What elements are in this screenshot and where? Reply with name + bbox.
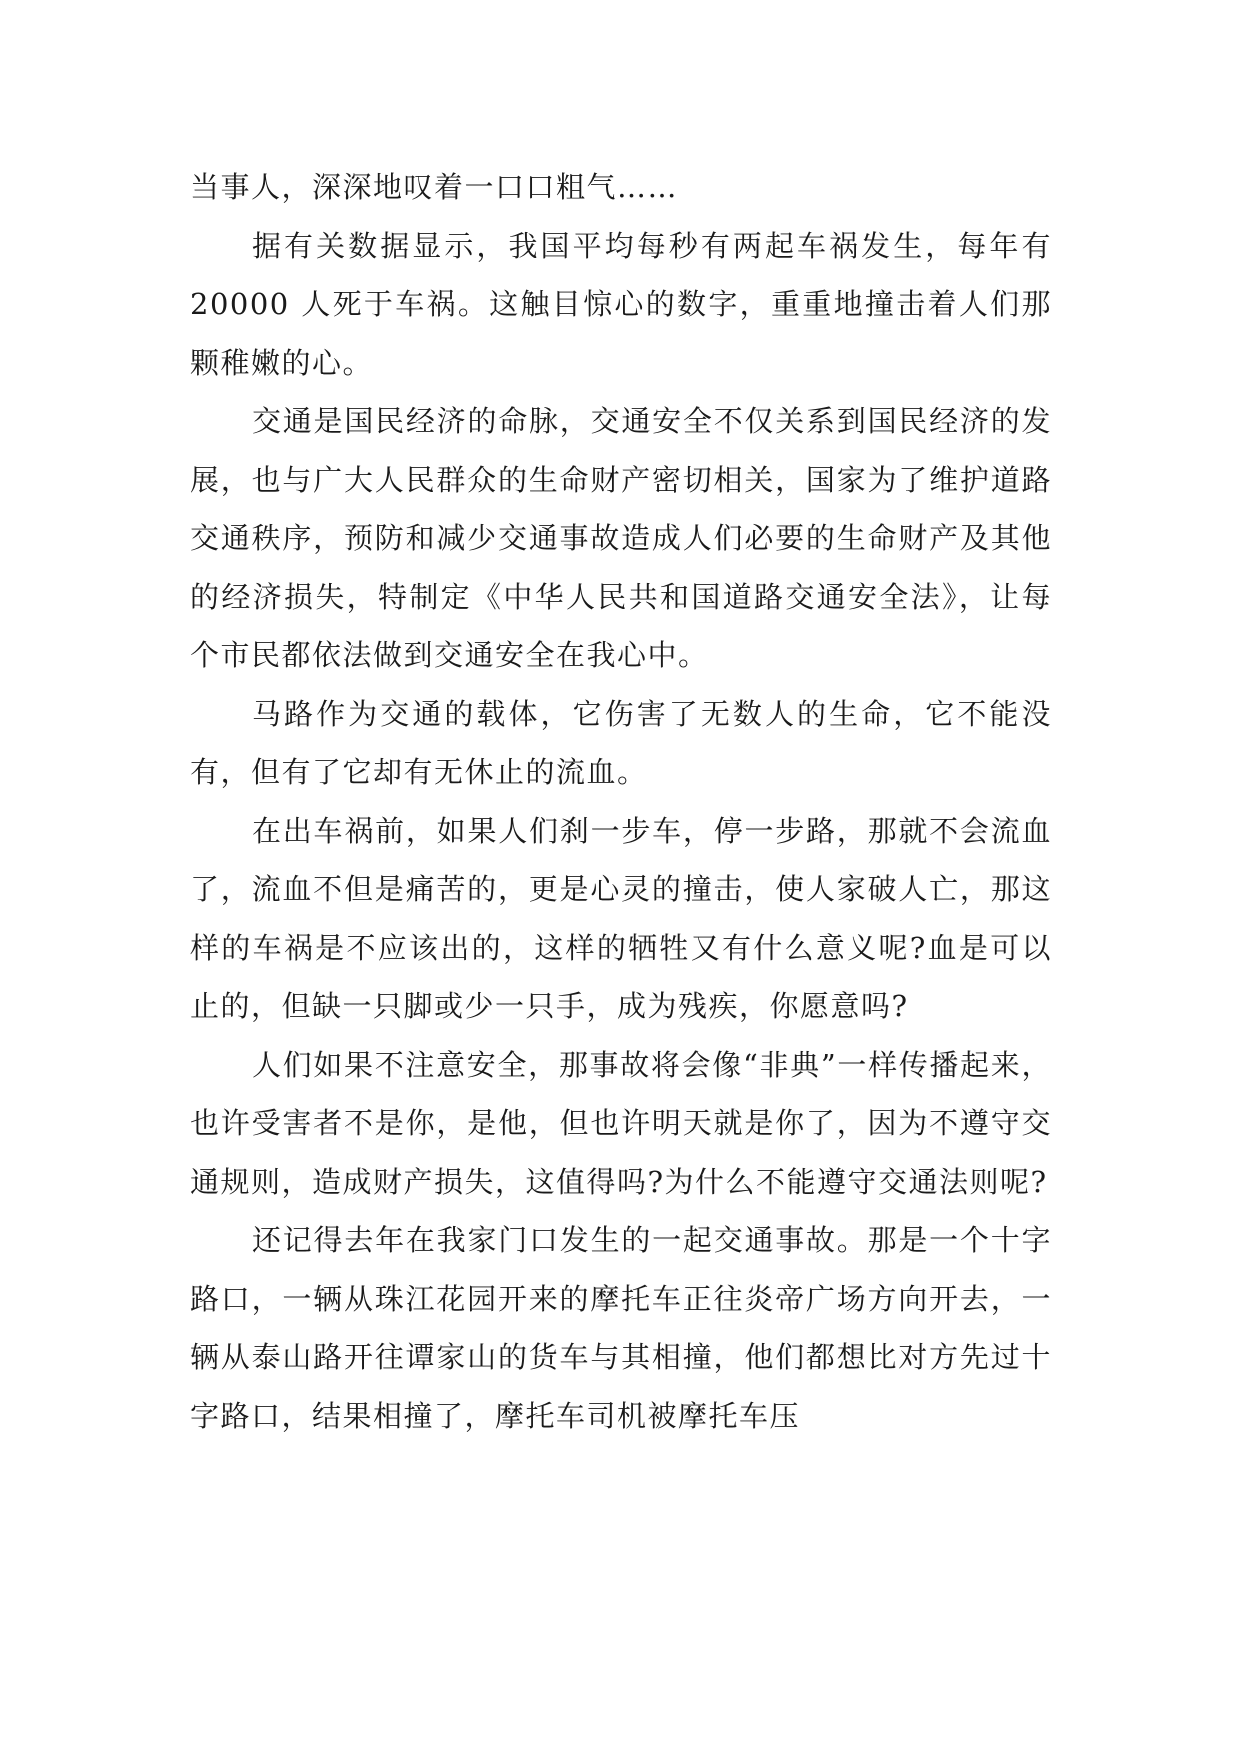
paragraph-1: 当事人，深深地叹着一口口粗气……	[190, 170, 679, 204]
paragraph-7: 还记得去年在我家门口发生的一起交通事故。那是一个十字路口，一辆从珠江花园开来的摩托车正往炎帝广场方向开去，一辆从泰山路开往谭家山的货车与其相撞，他们都想比对方先过十字路口，结果相撞了，摩托车司机被摩托车压	[190, 1223, 1052, 1433]
paragraph-2: 据有关数据显示，我国平均每秒有两起车祸发生，每年有 20000 人死于车祸。这触目惊心的数字，重重地撞击着人们那颗稚嫩的心。	[190, 228, 1052, 380]
paragraph-4: 马路作为交通的载体，它伤害了无数人的生命，它不能没有，但有了它却有无休止的流血。	[190, 696, 1052, 789]
paragraph-6: 人们如果不注意安全，那事故将会像“非典”一样传播起来，也许受害者不是你，是他，但也许明天就是你了，因为不遵守交通规则，造成财产损失，这值得吗?为什么不能遵守交通法则呢?	[190, 1047, 1052, 1199]
paragraph-3: 交通是国民经济的命脉，交通安全不仅关系到国民经济的发展，也与广大人民群众的生命财产密切相关，国家为了维护道路交通秩序，预防和减少交通事故造成人们必要的生命财产及其他的经济损失，特制定《中华人民共和国道路交通安全法》，让每个市民都依法做到交通安全在我心中。	[190, 404, 1052, 672]
document-body	[190, 158, 1052, 1445]
paragraph-5: 在出车祸前，如果人们刹一步车，停一步路，那就不会流血了，流血不但是痛苦的，更是心灵的撞击，使人家破人亡，那这样的车祸是不应该出的，这样的牺牲又有什么意义呢?血是可以止的，但缺一只脚或少一只手，成为残疾，你愿意吗?	[190, 813, 1052, 1023]
